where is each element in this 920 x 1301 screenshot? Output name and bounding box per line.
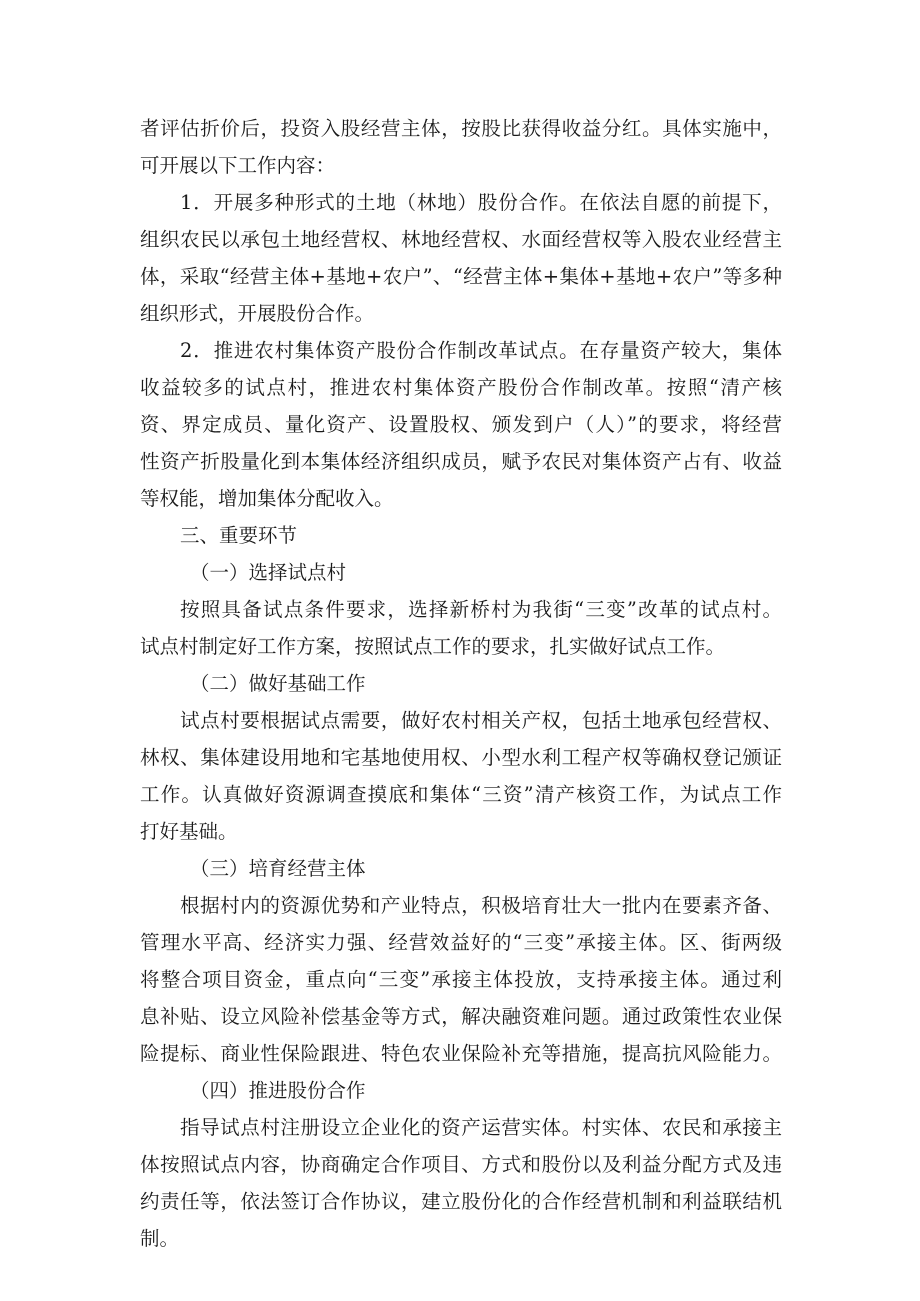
item-1-line-3: 体，采取“经营主体+基地+农户”、“经营主体+集体+基地+农户”等多种 [140, 265, 782, 288]
item-1-line-4: 组织形式，开展股份合作。 [140, 302, 375, 325]
subsection-4-line-1: 指导试点村注册设立企业化的资产运营实体。村实体、农民和承接主 [180, 1116, 782, 1139]
subsection-3-line-4: 息补贴、设立风险补偿基金等方式，解决融资难问题。通过政策性农业保 [140, 1005, 782, 1028]
item-2-line-3: 资、界定成员、量化资产、设置股权、颁发到户（人）”的要求，将经营 [140, 413, 782, 436]
subsection-3-line-3: 将整合项目资金，重点向“三变”承接主体投放，支持承接主体。通过利 [140, 968, 782, 991]
item-1-line-2: 组织农民以承包土地经营权、林地经营权、水面经营权等入股农业经营主 [140, 228, 782, 251]
item-2-line-4: 性资产折股量化到本集体经济组织成员，赋予农民对集体资产占有、收益 [140, 450, 782, 473]
subsection-2-line-4: 打好基础。 [140, 820, 238, 843]
subsection-1-heading: （一）选择试点村 [190, 561, 347, 584]
item-2-line-5: 等权能，增加集体分配收入。 [140, 487, 394, 510]
subsection-3-heading: （三）培育经营主体 [190, 857, 366, 880]
subsection-1-line-2: 试点村制定好工作方案，按照试点工作的要求，扎实做好试点工作。 [140, 635, 726, 658]
subsection-3-line-5: 险提标、商业性保险跟进、特色农业保险补充等措施，提高抗风险能力。 [140, 1042, 782, 1065]
intro-line-2: 可开展以下工作内容： [140, 154, 336, 177]
subsection-2-line-3: 工作。认真做好资源调查摸底和集体“三资”清产核资工作，为试点工作 [140, 783, 782, 806]
item-1-line-1: 1．开展多种形式的土地（林地）股份合作。在依法自愿的前提下， [180, 191, 782, 214]
subsection-4-heading: （四）推进股份合作 [190, 1079, 366, 1102]
subsection-4-line-4: 制。 [140, 1227, 180, 1250]
section-3-heading: 三、重要环节 [180, 524, 298, 547]
subsection-4-line-2: 体按照试点内容，协商确定合作项目、方式和股份以及利益分配方式及违 [140, 1153, 782, 1176]
subsection-2-line-1: 试点村要根据试点需要，做好农村相关产权，包括土地承包经营权、 [180, 709, 782, 732]
intro-line-1: 者评估折价后，投资入股经营主体，按股比获得收益分红。具体实施中， [140, 117, 782, 140]
item-2-line-1: 2．推进农村集体资产股份合作制改革试点。在存量资产较大，集体 [180, 339, 782, 362]
subsection-2-line-2: 林权、集体建设用地和宅基地使用权、小型水利工程产权等确权登记颁证 [140, 746, 782, 769]
subsection-4-line-3: 约责任等，依法签订合作协议，建立股份化的合作经营机制和利益联结机 [140, 1190, 782, 1213]
subsection-1-line-1: 按照具备试点条件要求，选择新桥村为我街“三变”改革的试点村。 [180, 598, 782, 621]
item-2-line-2: 收益较多的试点村，推进农村集体资产股份合作制改革。按照“清产核 [140, 376, 782, 399]
subsection-3-line-1: 根据村内的资源优势和产业特点，积极培育壮大一批内在要素齐备、 [180, 894, 782, 917]
subsection-2-heading: （二）做好基础工作 [190, 672, 366, 695]
subsection-3-line-2: 管理水平高、经济实力强、经营效益好的“三变”承接主体。区、街两级 [140, 931, 782, 954]
